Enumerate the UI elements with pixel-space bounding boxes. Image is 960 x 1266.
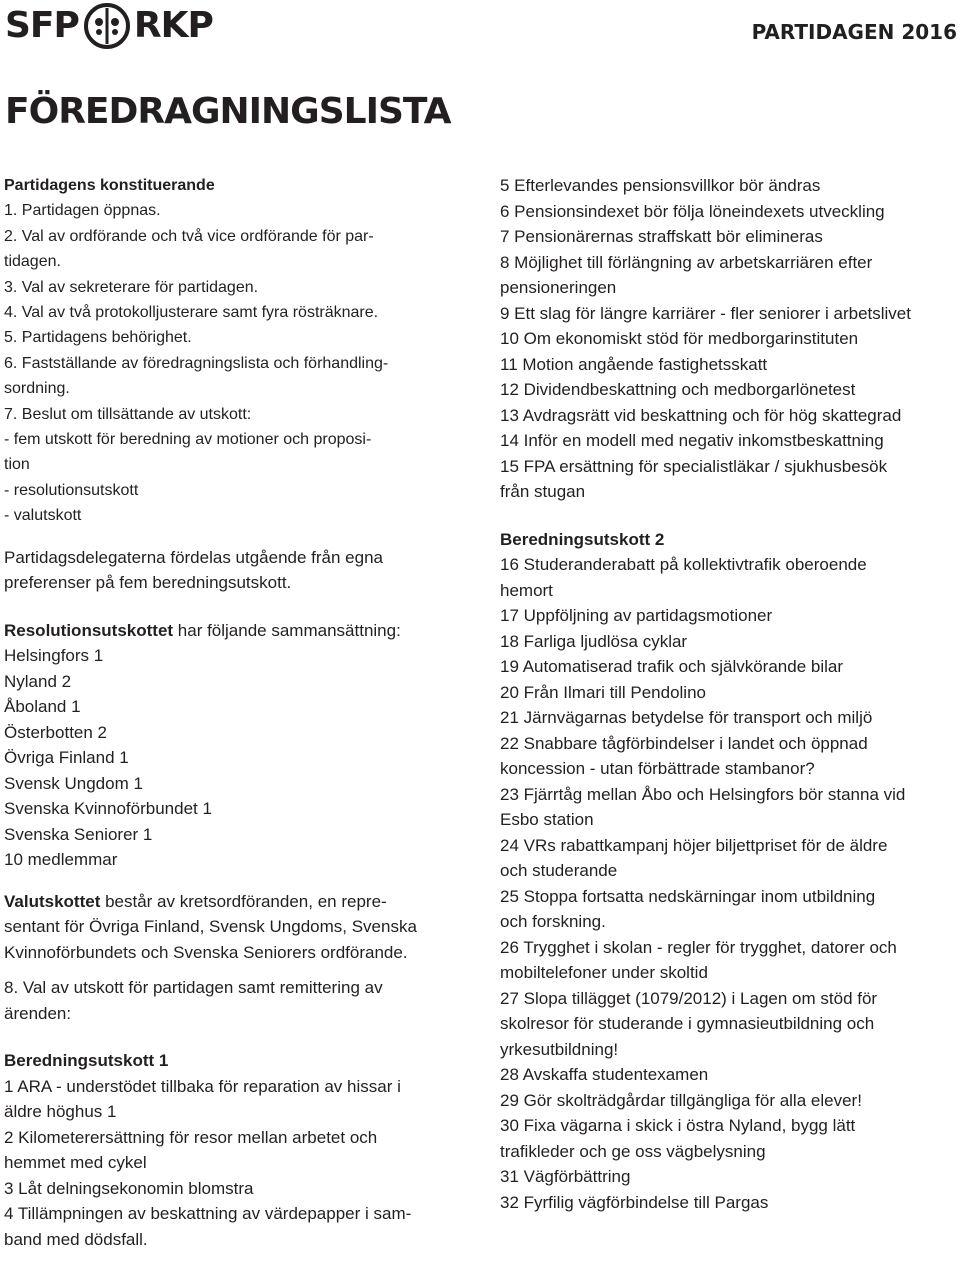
motion-line: 24 VRs rabattkampanj höjer biljettpriset för de äldre (500, 835, 888, 855)
motion-line: hemort (500, 580, 553, 600)
motion-line: 29 Gör skolträdgårdar tillgängliga för alla elever! (500, 1090, 862, 1110)
agenda-line: 3. Val av sekreterare för partidagen. (4, 278, 259, 296)
motion-line: 11 Motion angående fastighetsskatt (500, 354, 768, 374)
agenda-line: - valutskott (4, 507, 82, 525)
motion-line: 14 Inför en modell med negativ inkomstbeskattning (500, 431, 884, 450)
motion-line: 32 Fyrfilig vägförbindelse till Pargas (500, 1192, 769, 1212)
resolution-heading: Resolutionsutskottet har följande sammansättning: (4, 620, 401, 640)
motion-line: 1 ARA - understödet tillbaka för reparation av hissar i (4, 1076, 401, 1096)
motion-line: koncession - utan förbättrade stambanor? (500, 759, 815, 778)
motion-line: 15 FPA ersättning för specialistläkar / sjukhusbesök (500, 456, 888, 476)
paragraph-line: sentant för Övriga Finland, Svensk Ungdoms, Svenska (4, 917, 417, 937)
logo-text-sfp: SFP (5, 5, 79, 46)
member-line: Österbotten 2 (4, 722, 108, 742)
left-column (4, 173, 456, 1252)
preparatory-committee-2 (500, 527, 956, 1216)
committee-heading: Beredningsutskott 2 (500, 529, 665, 549)
motion-line: 25 Stoppa fortsatta nedskärningar inom utbildning (500, 886, 876, 906)
member-line: Svenska Seniorer 1 (4, 824, 153, 844)
motion-line: yrkesutbildning! (500, 1039, 619, 1059)
agenda-line: - fem utskott för beredning av motioner och proposi- (4, 431, 372, 449)
motion-line: och studerande (500, 861, 618, 880)
motion-line: och forskning. (500, 912, 606, 931)
agenda-line: 4. Val av två protokolljusterare samt fyra rösträknare. (4, 304, 379, 322)
member-line: Åboland 1 (4, 697, 81, 717)
member-line: Nyland 2 (4, 671, 72, 691)
motion-line: 10 Om ekonomiskt stöd för medborgarinstituten (500, 329, 859, 348)
agenda-line: tidagen. (4, 253, 61, 271)
committee-heading: Beredningsutskott 1 (4, 1051, 169, 1071)
motion-line: 18 Farliga ljudlösa cyklar (500, 631, 688, 651)
motion-line: 13 Avdragsrätt vid beskattning och för hög skattegrad (500, 405, 902, 425)
right-column (500, 173, 956, 1215)
motion-line: 22 Snabbare tågförbindelser i landet och öppnad (500, 733, 868, 753)
member-line: Svensk Ungdom 1 (4, 773, 143, 793)
motion-line: 28 Avskaffa studentexamen (500, 1065, 709, 1084)
page-header (0, 0, 960, 60)
agenda-line: 1. Partidagen öppnas. (4, 202, 161, 220)
motion-line: 12 Dividendbeskattning och medborgarlönetest (500, 380, 856, 399)
motion-line: 5 Efterlevandes pensionsvillkor bör ändras (500, 176, 821, 195)
logo-text-rkp: RKP (133, 5, 213, 46)
agenda-line: 6. Fastställande av föredragningslista och förhandling- (4, 354, 389, 372)
motion-line: mobiltelefoner under skoltid (500, 963, 708, 982)
motion-line: 4 Tillämpningen av beskattning av värdepapper i sam- (4, 1204, 412, 1224)
paragraph-line: preferenser på fem beredningsutskott. (4, 573, 292, 593)
motion-line: 3 Låt delningsekonomin blomstra (4, 1178, 254, 1198)
motion-line: äldre höghus 1 (4, 1102, 117, 1122)
agenda-items (4, 198, 456, 528)
motion-line: från stugan (500, 482, 586, 501)
motion-line: hemmet med cykel (4, 1153, 147, 1173)
agenda-line: 5. Partidagens behörighet. (4, 329, 192, 347)
section-heading-constituting: Partidagens konstituerande (4, 177, 215, 194)
agenda-line: - resolutionsutskott (4, 481, 139, 499)
motion-line: 8 Möjlighet till förlängning av arbetskarriären efter (500, 252, 873, 272)
paragraph-line: Partidagsdelegaterna fördelas utgående från egna (4, 547, 384, 567)
member-line: Övriga Finland 1 (4, 748, 129, 768)
motion-line: 7 Pensionärernas straffskatt bör elimineras (500, 227, 823, 246)
motion-line: Esbo station (500, 810, 594, 829)
motion-line: skolresor för studerande i gymnasieutbildning och (500, 1014, 875, 1033)
resolution-committee (4, 618, 456, 873)
motion-line: trafikleder och ge oss vägbelysning (500, 1141, 766, 1161)
party-emblem-icon (83, 2, 131, 50)
party-day-label: PARTIDAGEN 2016 (751, 20, 957, 44)
agenda-item-8 (4, 975, 456, 1026)
paragraph-line: 8. Val av utskott för partidagen samt remittering av (4, 978, 383, 998)
election-heading: Valutskottet består av kretsordföranden, en repre- (4, 891, 387, 911)
agenda-line: sordning. (4, 380, 70, 398)
election-committee (4, 889, 456, 966)
motion-line: band med dödsfall. (4, 1229, 148, 1249)
paragraph-line: ärenden: (4, 1003, 72, 1023)
motion-line: 19 Automatiserad trafik och självkörande bilar (500, 657, 844, 676)
agenda-line: 7. Beslut om tillsättande av utskott: (4, 405, 252, 423)
page-title: FÖREDRAGNINGSLISTA (5, 91, 451, 132)
motion-line: 9 Ett slag för längre karriärer - fler seniorer i arbetslivet (500, 303, 911, 323)
paragraph-line: Kvinnoförbundets och Svenska Seniorers ordförande. (4, 942, 408, 962)
preparatory-committee-1 (4, 1048, 456, 1252)
agenda-line: tion (4, 456, 30, 474)
motion-line: 2 Kilometerersättning för resor mellan arbetet och (4, 1127, 378, 1147)
agenda-line: 2. Val av ordförande och två vice ordförande för par- (4, 227, 374, 245)
motion-line: pensioneringen (500, 278, 617, 297)
motion-line: 23 Fjärrtåg mellan Åbo och Helsingfors bör stanna vid (500, 784, 906, 804)
member-line: Helsingfors 1 (4, 646, 104, 666)
motion-line: 31 Vägförbättring (500, 1167, 631, 1186)
delegates-paragraph (4, 545, 456, 596)
party-logo (5, 2, 213, 50)
member-line: 10 medlemmar (4, 850, 118, 870)
motion-line: 17 Uppföljning av partidagsmotioner (500, 606, 773, 625)
motion-line: 27 Slopa tillägget (1079/2012) i Lagen om stöd för (500, 988, 878, 1008)
motion-line: 16 Studeranderabatt på kollektivtrafik oberoende (500, 555, 867, 574)
motion-line: 30 Fixa vägarna i skick i östra Nyland, bygg lätt (500, 1116, 856, 1135)
member-line: Svenska Kvinnoförbundet 1 (4, 799, 212, 819)
motion-line: 21 Järnvägarnas betydelse för transport och miljö (500, 708, 873, 727)
motion-line: 20 Från Ilmari till Pendolino (500, 682, 706, 702)
motion-line: 6 Pensionsindexet bör följa löneindexets utveckling (500, 201, 885, 221)
preparatory-committee-1-continued (500, 173, 956, 505)
motion-line: 26 Trygghet i skolan - regler för trygghet, datorer och (500, 937, 897, 957)
